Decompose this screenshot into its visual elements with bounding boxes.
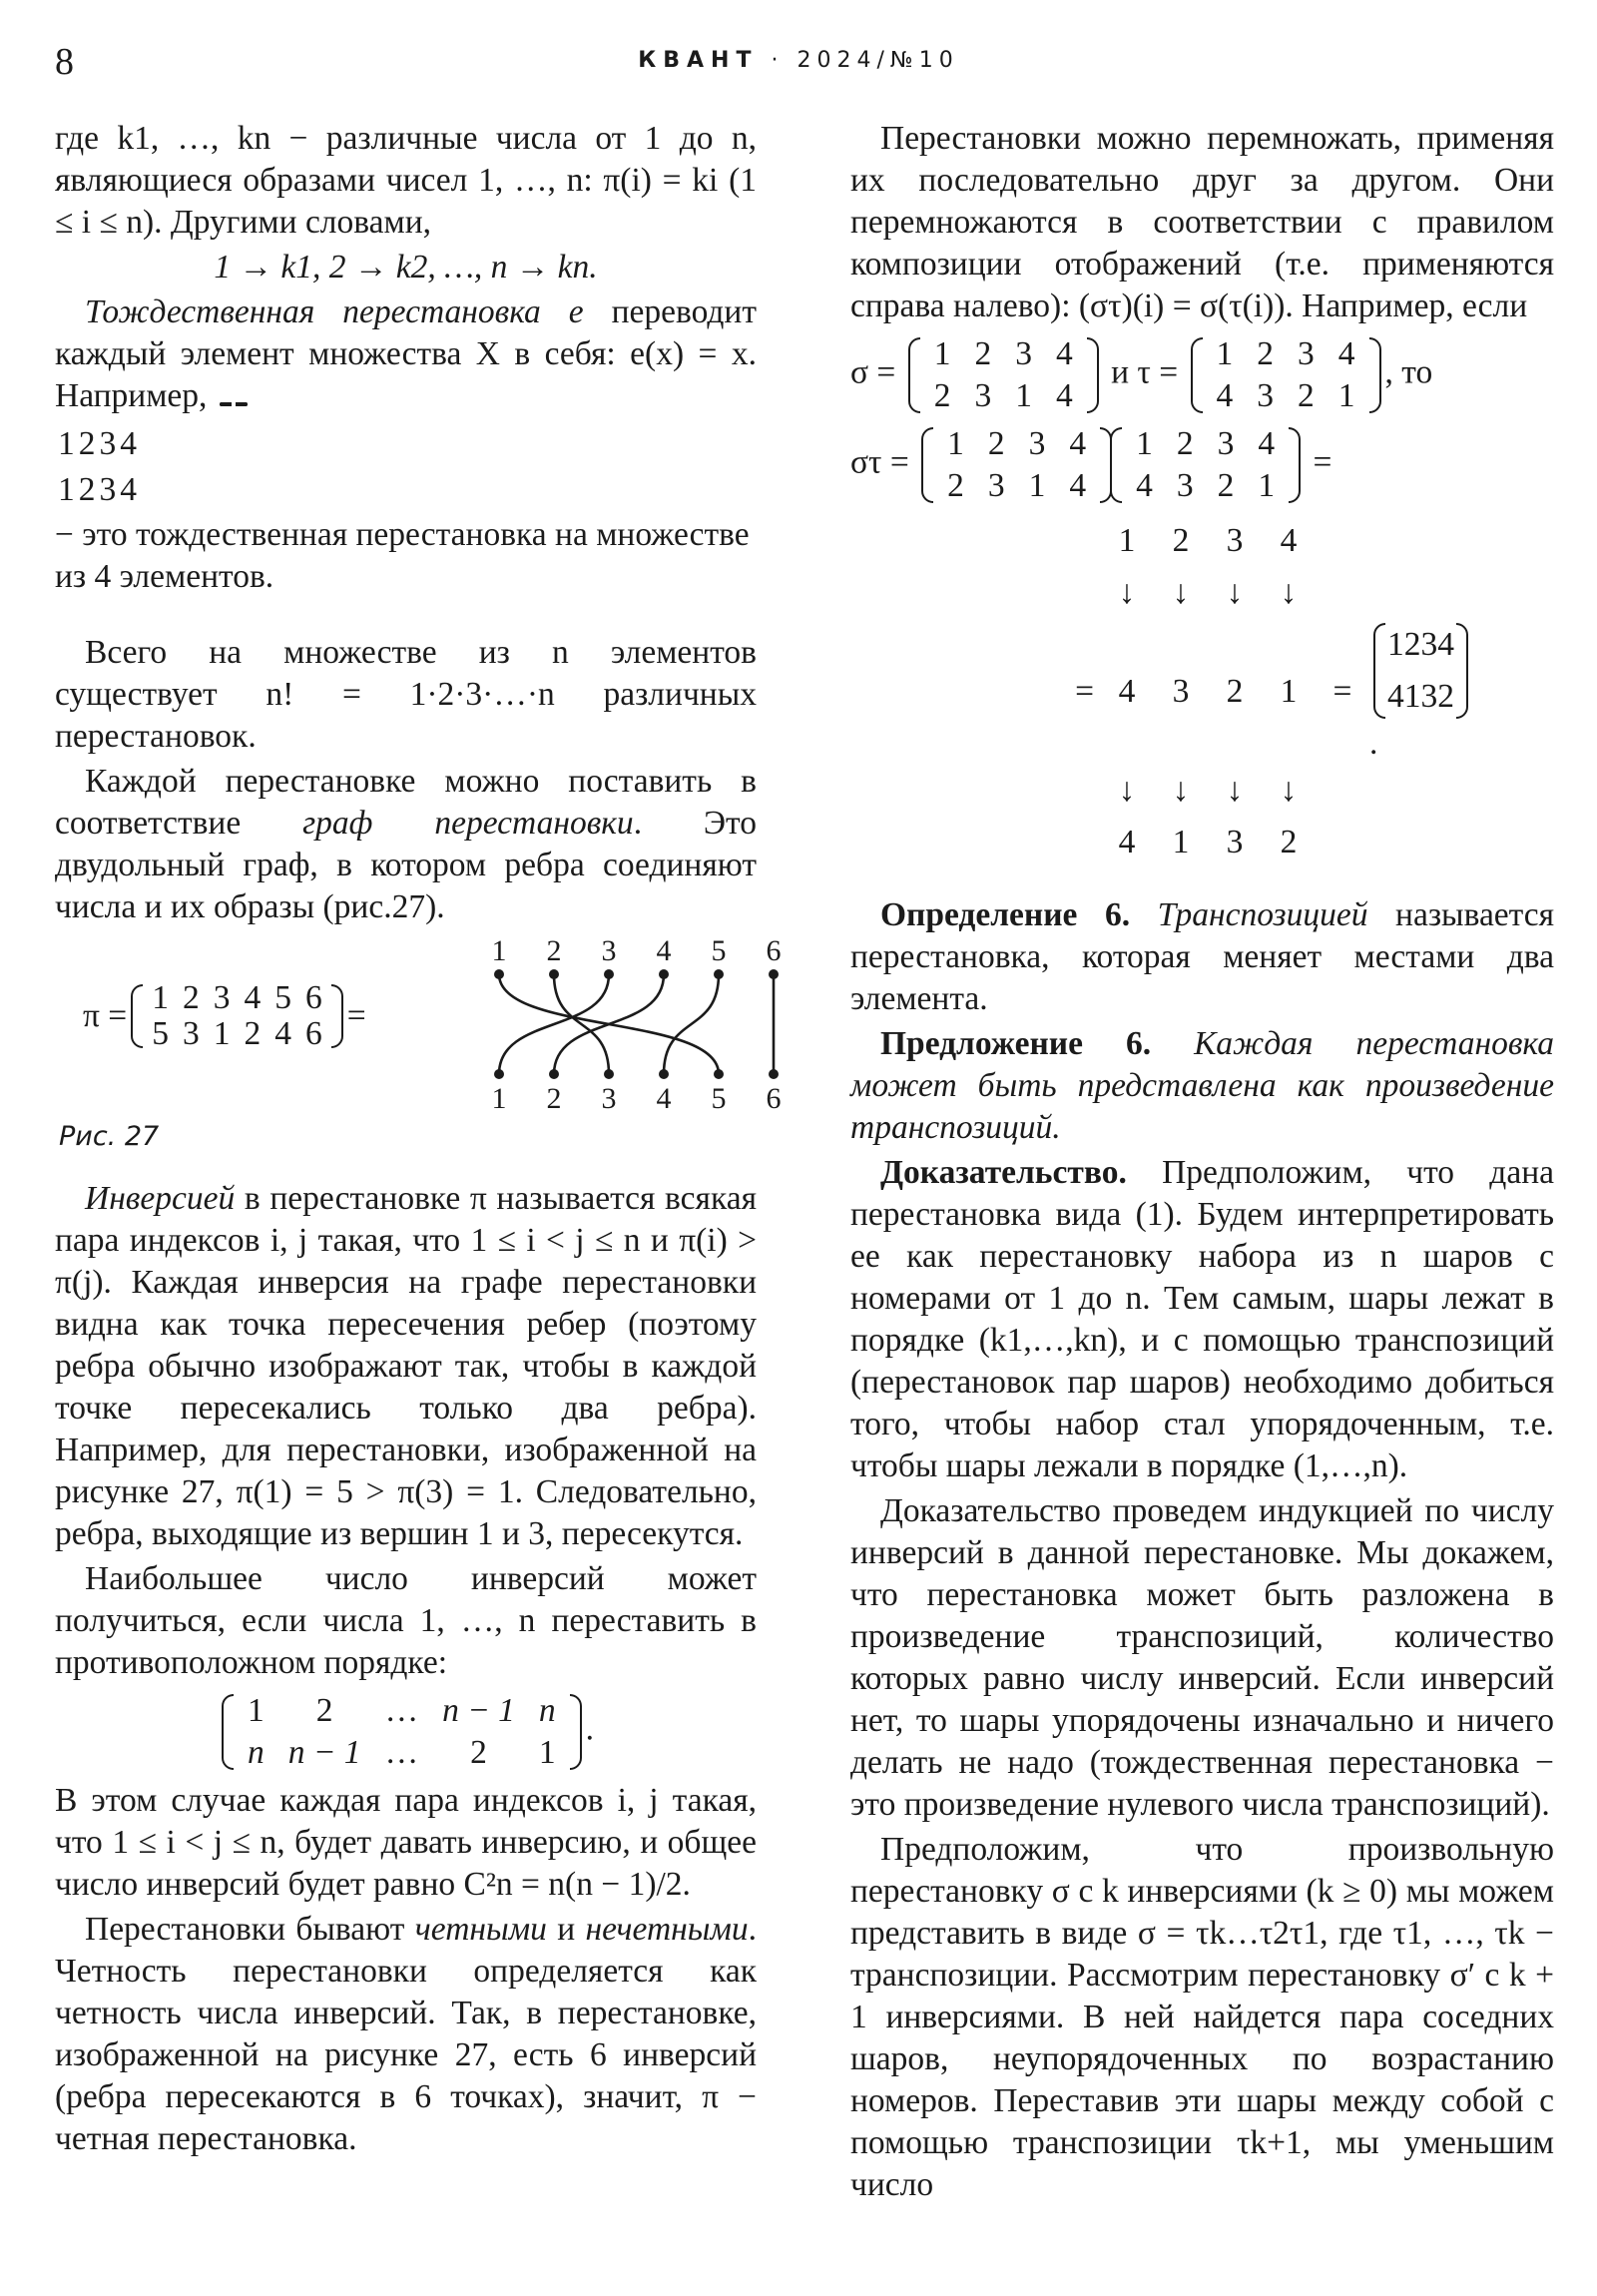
equals-sign: =	[346, 996, 366, 1034]
journal-issue: · 2024/№10	[771, 48, 959, 73]
graph-top-node-2	[549, 969, 559, 979]
paragraph-induction: Доказательство проведем индукцией по числу инверсий в данной перестановке. Мы докажем, что перестановка может быть разложена в произведение транспозиций, количество которых равно числу инверсий. Если инверсий нет, то шары упорядочены изначально и ничего делать не надо (тождественная перестановка − это произведение нулевого числа транспозиций).	[850, 1492, 1554, 1823]
graph-top-node-1	[494, 969, 504, 979]
paragraph-inversion-count: В этом случае каждая пара индексов i, j такая, что 1 ≤ i < j ≤ n, будет давать инверсию, и общее число инверсий будет равно C²n = n(n − 1)/2.	[55, 1781, 757, 1903]
graph-bottom-label: 5	[711, 1081, 727, 1115]
product-line: στ = 1 2 3 4 2 3 1 4 1 2 3 4 4 3 2 1 =	[850, 423, 1554, 507]
graph-bottom-node-6	[769, 1069, 779, 1079]
composition-chain: 1 2 3 4 ↓ ↓ ↓ ↓ = 4 3 2 1 = 1 2 3 4 4 1 3 2 . ↓ ↓ ↓ ↓ 4 1 3 2	[1050, 515, 1554, 868]
graph-edge-5	[664, 974, 719, 1074]
figure-27	[55, 933, 782, 1115]
graph-edge-4	[554, 974, 664, 1074]
graph-bottom-node-2	[549, 1069, 559, 1079]
graph-top-label: 6	[766, 933, 782, 967]
sigma-tau-line: σ = 1 2 3 4 2 3 1 4 и τ = 1 2 3 4 4 3 2 1 , то	[850, 333, 1554, 417]
paragraph-graph: Каждой перестановке можно поставить в соответствие граф перестановки. Это двудольный граф, в котором ребра соединяют числа и их образы (рис.27).	[55, 762, 757, 925]
graph-bottom-label: 1	[491, 1081, 507, 1115]
graph-bottom-node-3	[604, 1069, 614, 1079]
product-tau-matrix: 1 2 3 4 4 3 2 1	[1110, 423, 1301, 507]
paragraph-inversion: Инверсией в перестановке π называется всякая пара индексов i, j такая, что 1 ≤ i < j ≤ n и π(i) > π(j). Каждая инверсия на графе перестановки видна как точка пересечения ребер (поэтому ребра обычно изображают так, чтобы в каждой точке пересекались только два ребра). Например, для перестановки, изображенной на рисунке 27, π(1) = 5 > π(3) = 1. Следовательно, ребра, выходящие из вершин 1 и 3, пересекутся.	[55, 1179, 757, 1552]
graph-bottom-node-4	[659, 1069, 669, 1079]
journal-name: КВАНТ	[638, 48, 759, 73]
term-odd: нечетными	[585, 1910, 749, 1948]
reverse-matrix-line: 1 2 … n − 1 n n n − 1 … 2 1 .	[55, 1690, 757, 1774]
graph-edge-2	[554, 974, 609, 1074]
graph-bottom-node-5	[714, 1069, 724, 1079]
proof: Доказательство. Предположим, что дана перестановка вида (1). Будем интерпретировать ее как перестановку набора из n шаров с номерами от 1 до n. Тем самым, шары лежат в порядке (k1,…,kn), и с помощью транспозиций (перестановок пар шаров) необходимо добиться того, чтобы набор стал упорядоченным, т.е. чтобы шары лежали в порядке (1,…,n).	[850, 1154, 1554, 1484]
graph-top-node-4	[659, 969, 669, 979]
graph-top-label: 5	[711, 933, 727, 967]
tau-matrix: 1 2 3 4 4 3 2 1	[1191, 333, 1381, 417]
mapping-formula: 1 → k1, 2 → k2, …, n → kn.	[214, 249, 598, 286]
graph-top-label: 4	[656, 933, 672, 967]
graph-bottom-label: 2	[546, 1081, 562, 1115]
paragraph-max-inversions: Наибольшее число инверсий может получиться, если числа 1, …, n переставить в противоположном порядке:	[55, 1559, 757, 1681]
graph-bottom-label: 4	[656, 1081, 672, 1115]
graph-bottom-node-1	[494, 1069, 504, 1079]
term-even: четными	[414, 1910, 547, 1948]
paragraph-definition-intro: где k1, …, kn − различные числа от 1 до n, являющиеся образами чисел 1, …, n: π(i) = ki (1 ≤ i ≤ n). Другими словами,	[55, 120, 757, 241]
page-header	[55, 40, 1542, 90]
pi-matrix: 1 2 3 4 5 6 5 3 1 2 4 6	[131, 980, 343, 1052]
graph-top-node-3	[604, 969, 614, 979]
graph-top-label: 2	[546, 933, 562, 967]
term-inversion: Инверсией	[85, 1179, 236, 1217]
result-matrix: 1 2 3 4 4 1 3 2	[1373, 619, 1468, 723]
right-column	[850, 118, 1554, 2209]
product-sigma-matrix: 1 2 3 4 2 3 1 4	[921, 423, 1112, 507]
graph-bottom-label: 3	[601, 1081, 617, 1115]
paragraph-parity: Перестановки бывают четными и нечетными. Четность перестановки определяется как четность числа инверсий. Так, в перестановке, изображенной на рисунке 27, есть 6 инверсий (ребра пересекаются в 6 точках), значит, π − четная перестановка.	[55, 1910, 757, 2157]
figure-27-caption: Рис. 27	[59, 1120, 160, 1152]
proposition-6: Предложение 6. Каждая перестановка может быть представлена как произведение транспозиций.	[850, 1025, 1554, 1146]
permutation-graph	[459, 932, 782, 1115]
graph-bottom-label: 6	[766, 1081, 782, 1115]
graph-edge-3	[499, 974, 609, 1074]
running-title	[55, 48, 1542, 73]
graph-top-label: 1	[491, 933, 507, 967]
term-graph: граф перестановки	[302, 804, 634, 842]
paragraph-composition: Перестановки можно перемножать, применяя их последовательно друг за другом. Они перемножаются в соответствии с правилом композиции отображений (т.е. применяются справа налево): (στ)(i) = σ(τ(i)). Например, если	[850, 120, 1554, 324]
paragraph-induction-step: Предположим, что произвольную перестановку σ с k инверсиями (k ≥ 0) мы можем представить в виде σ = τk…τ2τ1, где τ1, …, τk − транспозиции. Рассмотрим перестановку σ′ с k + 1 инверсиями. В ней найдется пара соседних шаров, неупорядоченных по возрастанию номеров. Переставив эти шары между собой с помощью транспозиции τk+1, мы уменьшим число	[850, 1831, 1554, 2203]
definition-6: Определение 6. Транспозицией называется перестановка, которая меняет местами два элемента.	[850, 896, 1555, 1017]
pi-label: π =	[83, 996, 128, 1034]
left-column: где k1, …, kn − различные числа от 1 до n, являющиеся образами чисел 1, …, n: π(i) = ki (1 ≤ i ≤ n). Другими словами, 1 → k1, 2 → k2, …, n → kn. Тождественная перестановка e переводит каждый элемент множества X в себя: e(x) = x. Например, 1 2 3 4 1 2 3 4 − это тождественная перестановка на множестве из 4 элементов. Всего на множестве из n элементов существует n! = 1·2·3·…·n различных перестановок. Каждой перестановке можно поставить в соответствие граф перестановки. Это двудольный граф, в котором ребра соединяют числа и их образы (рис.27). π = 1 2 3 4 5 6 5 3 1 2 4 6 = 1 2 3 4 5 6 1 2 3 4 5 6 Рис. 27 Инверсией в перестановке π называется всякая пара индексов i, j такая, что 1 ≤ i < j ≤ n и π(i) > π(j). Каждая инверсия на графе перестановки видна как точка пересечения ребер (поэтому ребра обычно изображают так, чтобы в каждой точке пересекались только два ребра). Например, для перестановки, изображенной на рисунке 27, π(1) = 5 > π(3) = 1. Следовательно, ребра, выходящие из вершин 1 и 3, пересекутся. Наибольшее число инверсий может получиться, если числа 1, …, n переставить в противоположном порядке: 1 2 … n − 1 n n n − 1 … 2 1 . В этом случае каждая пара индексов i, j такая, что 1 ≤ i < j ≤ n, будет давать инверсию, и общее число инверсий будет равно C²n = n(n − 1)/2. Перестановки бывают четными и нечетными. Четность перестановки определяется как четность числа инверсий. Так, в перестановке, изображенной на рисунке 27, есть 6 инверсий (ребра пересекаются в 6 точках), значит, π − четная перестановка.	[55, 118, 757, 2163]
paragraph-count: Всего на множестве из n элементов существует n! = 1·2·3·…·n различных перестановок.	[55, 633, 757, 755]
term-identity: Тождественная перестановка e	[85, 293, 584, 330]
page-number: 8	[55, 41, 74, 83]
graph-top-node-6	[769, 969, 779, 979]
figure-27-matrix	[83, 980, 366, 1052]
paragraph-identity: Тождественная перестановка e переводит каждый элемент множества X в себя: e(x) = x. Например,	[55, 293, 757, 414]
graph-top-label: 3	[601, 933, 617, 967]
reverse-matrix: 1 2 … n − 1 n n n − 1 … 2 1	[222, 1690, 582, 1774]
sigma-matrix: 1 2 3 4 2 3 1 4	[908, 333, 1099, 417]
graph-top-node-5	[714, 969, 724, 979]
